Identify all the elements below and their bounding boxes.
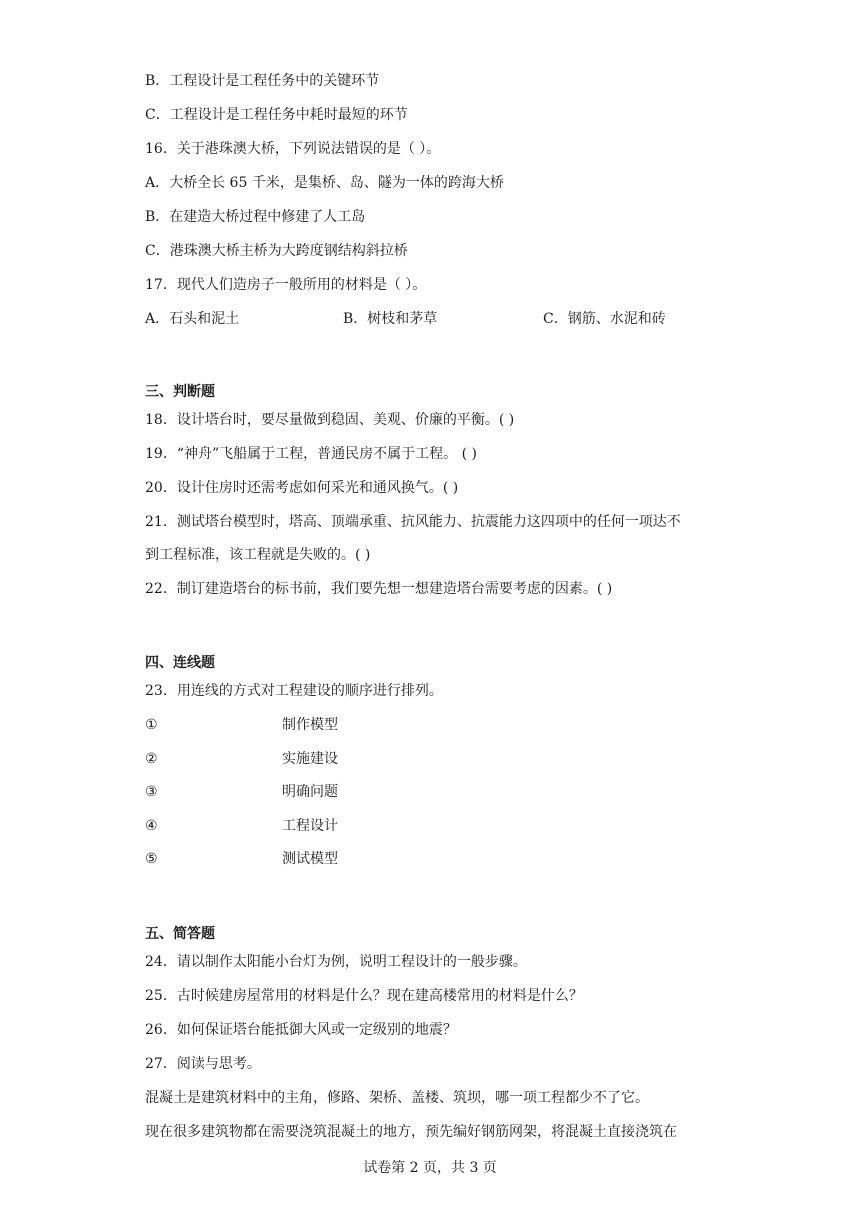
reading-paragraph-2: 现在很多建筑物都在需要浇筑混凝土的地方，预先编好钢筋网架，将混凝土直接浇筑在 — [145, 1124, 677, 1140]
q23: 23．用连线的方式对工程建设的顺序进行排列。 — [145, 683, 443, 699]
match-number-4: ④ — [145, 818, 158, 834]
q22: 22．制订建造塔台的标书前，我们要先想一想建造塔台需要考虑的因素。( ) — [145, 581, 613, 597]
q15-option-b: B．工程设计是工程任务中的关键环节 — [145, 73, 380, 89]
q21-line-1: 21．测试塔台模型时，塔高、顶端承重、抗风能力、抗震能力这四项中的任何一项达不 — [145, 514, 681, 530]
match-item-2: 实施建设 — [282, 751, 338, 767]
q25: 25．古时候建房屋常用的材料是什么？现在建高楼常用的材料是什么？ — [145, 988, 583, 1004]
q27: 27．阅读与思考。 — [145, 1056, 261, 1072]
section-4-title: 四、连线题 — [145, 655, 215, 671]
q20: 20．设计住房时还需考虑如何采光和通风换气。( ) — [145, 480, 459, 496]
q17-stem: 17．现代人们造房子一般所用的材料是（ ）。 — [145, 277, 427, 293]
q16-option-b: B．在建造大桥过程中修建了人工岛 — [145, 209, 366, 225]
match-number-5: ⑤ — [145, 851, 158, 867]
q24: 24．请以制作太阳能小台灯为例，说明工程设计的一般步骤。 — [145, 954, 527, 970]
q15-option-c: C．工程设计是工程任务中耗时最短的环节 — [145, 107, 408, 123]
q16-option-a: A．大桥全长 65 千米，是集桥、岛、隧为一体的跨海大桥 — [145, 175, 504, 191]
section-5-title: 五、简答题 — [145, 926, 215, 942]
q21-line-2: 到工程标准，该工程就是失败的。( ) — [145, 547, 371, 563]
section-3-title: 三、判断题 — [145, 384, 215, 400]
match-item-5: 测试模型 — [282, 851, 338, 867]
q19: 19．“神舟”飞船属于工程，普通民房不属于工程。 ( ) — [145, 446, 477, 462]
q17-option-b: B．树枝和茅草 — [343, 311, 438, 327]
match-item-4: 工程设计 — [282, 818, 338, 834]
q18: 18．设计塔台时，要尽量做到稳固、美观、价廉的平衡。( ) — [145, 412, 515, 428]
match-number-2: ② — [145, 751, 158, 767]
match-number-3: ③ — [145, 784, 158, 800]
reading-paragraph-1: 混凝土是建筑材料中的主角，修路、架桥、盖楼、筑坝，哪一项工程都少不了它。 — [145, 1090, 649, 1106]
q17-option-a: A．石头和泥土 — [145, 311, 240, 327]
q16-option-c: C．港珠澳大桥主桥为大跨度钢结构斜拉桥 — [145, 243, 408, 259]
q16-stem: 16．关于港珠澳大桥，下列说法错误的是（ ）。 — [145, 141, 441, 157]
page-footer: 试卷第 2 页，共 3 页 — [363, 1160, 497, 1176]
q17-option-c: C．钢筋、水泥和砖 — [543, 311, 666, 327]
match-number-1: ① — [145, 717, 158, 733]
q26: 26．如何保证塔台能抵御大风或一定级别的地震？ — [145, 1022, 457, 1038]
match-item-3: 明确问题 — [282, 784, 338, 800]
match-item-1: 制作模型 — [282, 717, 338, 733]
